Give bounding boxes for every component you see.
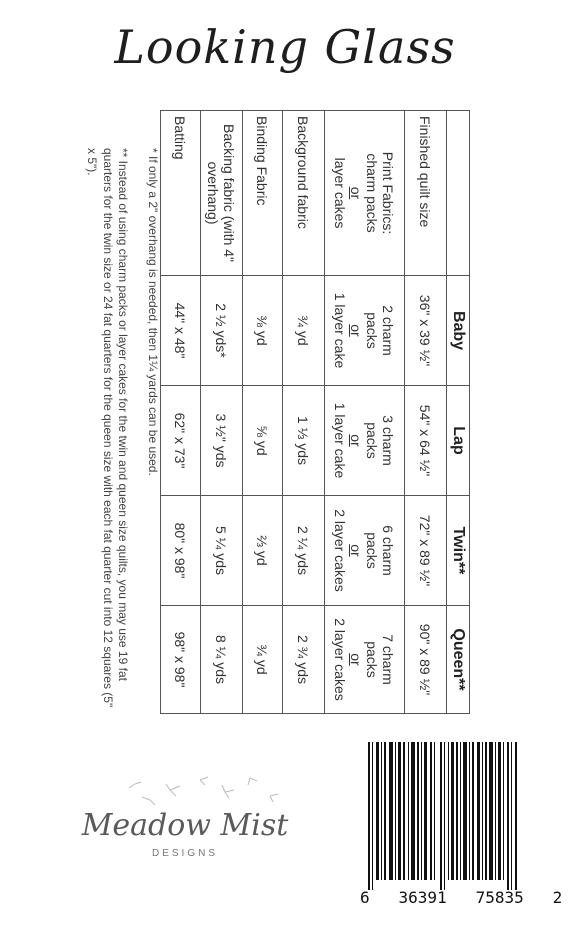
- table-cell: 3 charm packs or 1 layer cake: [324, 386, 404, 496]
- size-table-container: [170, 110, 470, 713]
- table-cell: 54" x 64 ½": [404, 386, 446, 496]
- row-label: Binding Fabric: [242, 111, 282, 276]
- barcode-number: 6 36391 75835 2: [360, 888, 563, 907]
- table-row: [160, 111, 200, 714]
- row-label: Batting: [160, 111, 200, 276]
- table-cell: ⅔ yd: [242, 496, 282, 606]
- table-row: [404, 111, 446, 714]
- table-cell: 3 ½" yds: [200, 386, 242, 496]
- footnotes-container: [60, 148, 160, 708]
- table-cell: 5 ¼ yds: [200, 496, 242, 606]
- brand-logo: [70, 770, 300, 870]
- row-label: Print Fabrics: charm packs or layer cakes: [324, 111, 404, 276]
- row-label: Backing fabric (with 4" overhang): [200, 111, 242, 276]
- table-row: [200, 111, 242, 714]
- table-row: [324, 111, 404, 714]
- footnote-single-asterisk: * If only a 2" overhang is needed, then 1¼ yards can be used.: [146, 148, 160, 476]
- barcode-bars-icon: [368, 742, 523, 890]
- table-cell: 98" x 98": [160, 606, 200, 714]
- table-cell: 62" x 73": [160, 386, 200, 496]
- table-cell: ¾ yd: [282, 276, 324, 386]
- table-cell: 1 ⅓ yds: [282, 386, 324, 496]
- barcode: [360, 742, 563, 922]
- column-header: Baby: [446, 276, 469, 386]
- table-cell: 6 charm packs or 2 layer cakes: [324, 496, 404, 606]
- table-cell: 7 charm packs or 2 layer cakes: [324, 606, 404, 714]
- table-cell: 36" x 39 ½": [404, 276, 446, 386]
- table-row: [242, 111, 282, 714]
- table-cell: ¾ yd: [242, 606, 282, 714]
- table-cell: 2 ¾ yds: [282, 606, 324, 714]
- row-label: Background fabric: [282, 111, 324, 276]
- table-cell: 80" x 98": [160, 496, 200, 606]
- table-cell: 72" x 89 ½": [404, 496, 446, 606]
- table-cell: 44" x 48": [160, 276, 200, 386]
- dandelion-seeds-icon: [90, 770, 290, 810]
- table-cell: 2 ½ yds*: [200, 276, 242, 386]
- header-empty: [446, 111, 469, 276]
- table-cell: 2 charm packs or 1 layer cake: [324, 276, 404, 386]
- table-cell: 2 ¼ yds: [282, 496, 324, 606]
- column-header: Lap: [446, 386, 469, 496]
- page-title: Looking Glass: [114, 20, 456, 74]
- table-cell: ⅜ yd: [242, 276, 282, 386]
- logo-wordmark: Meadow Mist: [81, 808, 289, 843]
- table-cell: 90" x 89 ½": [404, 606, 446, 714]
- table-row: [282, 111, 324, 714]
- table-cell: 8 ¼ yds: [200, 606, 242, 714]
- logo-subtitle: DESIGNS: [151, 848, 218, 859]
- column-header: Queen**: [446, 606, 469, 714]
- footnote-double-asterisk: ** Instead of using charm packs or layer cakes for the twin and queen size quilts, you may use 19 fat quarters for the twin size or 24 fat quarters for the queen size with each fat quarter cut into 12 squares (5" x 5").: [85, 148, 131, 708]
- size-table: [160, 110, 470, 714]
- table-cell: ⅝ yd: [242, 386, 282, 496]
- column-header: Twin**: [446, 496, 469, 606]
- table-header-row: [446, 111, 469, 714]
- row-label: Finished quilt size: [404, 111, 446, 276]
